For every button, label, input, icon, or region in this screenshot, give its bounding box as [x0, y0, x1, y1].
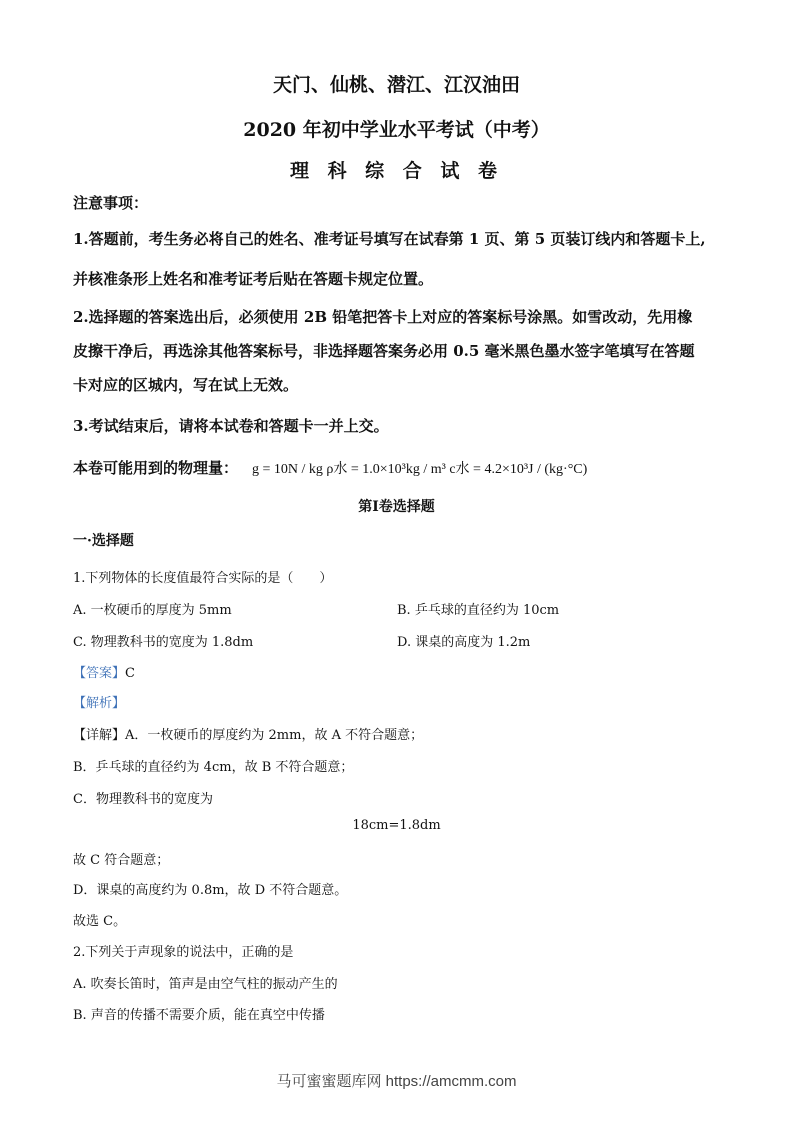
q1-detail-2: B．乒乓球的直径约为 4cm，故 B 不符合题意；	[73, 760, 354, 775]
page-title-exam: 2020 年初中学业水平考试（中考）	[243, 119, 550, 141]
q1-option-d: D. 课桌的高度为 1.2m	[397, 635, 531, 650]
q1-option-a: A. 一枚硬币的厚度为 5mm	[73, 603, 232, 618]
notice-item-1b: 并核准条形上姓名和准考证考后贴在答题卡规定位置。	[73, 270, 434, 288]
footer-watermark: 马可蜜蜜题库网 https://amcmm.com	[276, 1073, 517, 1090]
q1-stem: 1.下列物体的长度值最符合实际的是（ ）	[73, 571, 333, 586]
q1-analysis-tag: 【解析】	[73, 696, 126, 711]
page-title-subject: 理 科 综 合 试 卷	[289, 160, 504, 182]
q2-option-a: A. 吹奏长笛时，笛声是由空气柱的振动产生的	[73, 977, 338, 992]
q1-equation: 18cm=1.8dm	[352, 818, 441, 833]
notice-item-2b: 皮擦干净后，再选涂其他答案标号，非选择题答案务必用 0.5 毫米黑色墨水签字笔填写在答题	[73, 342, 695, 360]
q2-stem: 2.下列关于声现象的说法中，正确的是	[73, 945, 294, 960]
notice-heading: 注意事项：	[73, 194, 149, 212]
constants-label: 本卷可能用到的物理量：	[73, 459, 239, 477]
answer-tag: 【答案】	[73, 666, 126, 681]
notice-item-1a: 1.答题前，考生务必将自己的姓名、准考证号填写在试春第 1 页、第 5 页装订线内和答题卡上,	[73, 230, 706, 248]
q2-option-b: B. 声音的传播不需要介质，能在真空中传播	[73, 1008, 325, 1023]
q1-detail-3: C．物理教科书的宽度为	[73, 792, 213, 807]
answer-value: C	[125, 666, 135, 681]
part-heading: 一·选择题	[73, 533, 134, 549]
notice-item-3: 3.考试结束后，请将本试卷和答题卡一并上交。	[73, 417, 389, 435]
q1-detail-1: 【详解】A．一枚硬币的厚度约为 2mm，故 A 不符合题意；	[73, 728, 424, 743]
notice-item-2a: 2.选择题的答案选出后，必须使用 2B 铅笔把答卡上对应的答案标号涂黑。如雪改动，先用橡	[73, 308, 693, 326]
q1-detail-5: D．课桌的高度约为 0.8m，故 D 不符合题意。	[73, 883, 348, 898]
page-title-region: 天门、仙桃、潜江、江汉油田	[272, 74, 520, 96]
q1-detail-6: 故选 C。	[73, 914, 127, 929]
q1-answer	[73, 662, 135, 681]
volume-heading: 第Ⅰ卷选择题	[358, 499, 435, 515]
q1-option-c: C. 物理教科书的宽度为 1.8dm	[73, 635, 254, 650]
q1-detail-4: 故 C 符合题意；	[73, 853, 170, 868]
constants-formula: g = 10N / kg ρ水 = 1.0×10³kg / m³ c水 = 4.2×10³J / (kg·°C)	[252, 462, 588, 477]
q1-option-b: B. 乒乓球的直径约为 10cm	[397, 603, 560, 618]
notice-item-2c: 卡对应的区城内，写在试上无效。	[73, 376, 299, 394]
